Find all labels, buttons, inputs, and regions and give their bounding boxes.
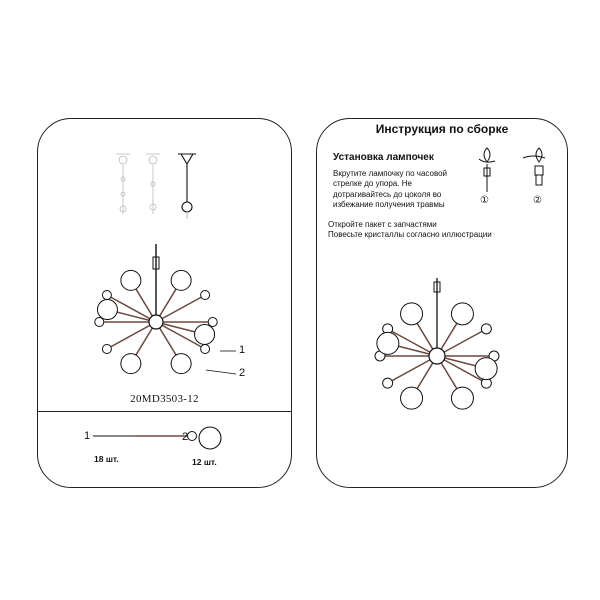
parts-divider xyxy=(38,411,291,412)
glass-globe xyxy=(475,358,497,380)
part-2-quantity: 12 шт. xyxy=(192,457,217,467)
step-2-label: ② xyxy=(533,195,542,206)
glass-globe xyxy=(377,332,399,354)
glass-globe xyxy=(121,270,141,290)
instruction-line: дотрагивайтесь до цоколя во xyxy=(333,189,442,199)
small-bulb xyxy=(201,291,210,300)
callout-1-label: 1 xyxy=(239,344,246,356)
glass-globe xyxy=(401,387,423,409)
glass-globe-icon xyxy=(196,424,226,454)
glass-globe xyxy=(171,270,191,290)
bulb-install-illustration xyxy=(465,144,565,219)
bulb-install-text xyxy=(333,169,447,211)
model-number: 20MD3503-12 xyxy=(130,393,199,405)
instructions-panel xyxy=(316,118,568,488)
glass-globe xyxy=(401,303,423,325)
small-bulb xyxy=(481,324,491,334)
glass-globe xyxy=(121,354,141,374)
glass-globe xyxy=(195,324,215,344)
callout-2-label: 2 xyxy=(239,367,246,379)
small-bulb xyxy=(102,291,111,300)
instruction-line: стрелке до упора. Не xyxy=(333,179,412,189)
assembly-note xyxy=(328,220,492,241)
instruction-line: Вкрутите лампочку по часовой xyxy=(333,169,448,178)
instructions-title: Инструкция по сборке xyxy=(375,122,509,136)
part-1-number: 1 xyxy=(84,430,91,442)
mounting-hardware-illustration xyxy=(38,119,293,239)
chandelier-illustration xyxy=(38,229,293,409)
part-1-quantity: 18 шт. xyxy=(94,454,119,464)
small-bulb xyxy=(95,318,104,327)
small-bulb xyxy=(208,318,217,327)
instruction-line: избежание получения травмы xyxy=(333,200,445,210)
rod-with-bulb-icon xyxy=(93,427,173,447)
part-2-number: 2 xyxy=(182,431,189,443)
small-bulb xyxy=(102,345,111,354)
note-line: Откройте пакет с запчастями xyxy=(328,220,437,229)
chandelier-hub xyxy=(149,315,163,329)
chandelier-illustration xyxy=(317,274,569,424)
note-line: Повесьте кристаллы согласно иллюстрации xyxy=(328,230,492,240)
chandelier-hub xyxy=(429,348,445,364)
glass-globe xyxy=(171,354,191,374)
small-bulb xyxy=(383,378,393,388)
small-bulb xyxy=(201,345,210,354)
glass-globe xyxy=(97,300,117,320)
glass-globe xyxy=(451,387,473,409)
parts-panel xyxy=(37,118,292,488)
glass-globe xyxy=(451,303,473,325)
step-1-label: ① xyxy=(480,195,489,206)
bulb-install-heading: Установка лампочек xyxy=(333,152,434,163)
